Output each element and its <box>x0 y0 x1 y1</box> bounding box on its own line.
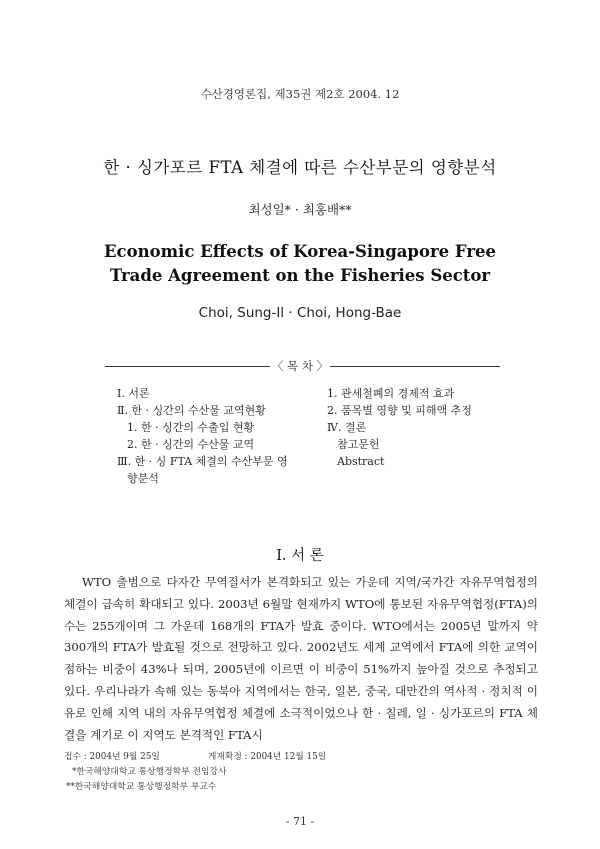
toc-item: 1. 관세철폐의 경제적 효과 <box>327 387 455 400</box>
toc-title: 〈 목 차 〉 <box>271 359 329 373</box>
toc-item: 참고문헌 <box>337 438 380 451</box>
footnotes <box>64 750 544 795</box>
english-title-line-1: Economic Effects of Korea-Singapore Free <box>103 242 497 261</box>
toc-rule-left <box>105 366 279 367</box>
footnote-author-1: *한국해양대학교 통상행정학부 전임강사 <box>72 767 227 777</box>
korean-title: 한 · 싱가포르 FTA 체결에 따른 수산부문의 영향분석 <box>103 158 497 177</box>
toc-item: 2. 품목별 영향 및 피해액 추정 <box>327 404 472 417</box>
toc-item: Ⅲ. 한 · 싱 FTA 체결의 수산부문 영 <box>117 455 288 468</box>
korean-authors: 최성일* · 최홍배** <box>248 202 352 217</box>
accepted-date: 게재확정 : 2004년 12월 15일 <box>207 752 327 762</box>
body-text <box>64 572 538 746</box>
footnote-dates <box>64 750 544 765</box>
toc-rule-right <box>318 366 500 367</box>
toc-item: 향분석 <box>127 472 159 485</box>
toc-item: 1. 한 · 싱간의 수출입 현황 <box>127 421 255 434</box>
page-number: - 71 - <box>285 815 315 828</box>
journal-header: 수산경영론집, 제35권 제2호 2004. 12 <box>200 87 400 101</box>
section-heading: Ⅰ. 서 론 <box>276 548 324 564</box>
toc-item: Abstract <box>337 455 385 468</box>
english-title <box>0 240 600 288</box>
toc-item: Ⅳ. 결론 <box>327 421 367 434</box>
footnote-author-2: **한국해양대학교 통상행정학부 부교수 <box>66 782 217 792</box>
paragraph: WTO 출범으로 다자간 무역질서가 본격화되고 있는 가운데 지역/국가간 자유무역협정의 체결이 급속히 확대되고 있다. 2003년 6월말 현재까지 WTO에 통보된 자유무역협정(FTA)의 수는 255개이며 그 가운데 168개의 FTA가 발효 중이다. WTO에서는 2005년 말까지 약 300개의 FTA가 발효될 것으로 전망하고 있다. 2002년도 세계 교역에서 FTA에 의한 교역이 점하는 비중이 43%나 되며, 2005년에 이르면 이 비중이 51%까지 높아질 것으로 추정되고 있다. 우리나라가 속해 있는 동북아 지역에서는 한국, 일본, 중국, 대만간의 역사적 · 정치적 이유로 인해 지역 내의 자유무역협정 체결에 소극적이었으나 한 · 칠레, 일 · 싱가포르의 FTA 체결을 계기로 이 지역도 본격적인 FTA시 <box>64 575 538 742</box>
toc-item: 2. 한 · 싱간의 수산물 교역 <box>127 438 255 451</box>
toc-item: Ⅱ. 한 · 싱간의 수산물 교역현황 <box>117 404 266 417</box>
toc-item: Ⅰ. 서론 <box>117 387 150 400</box>
english-title-line-2: Trade Agreement on the Fisheries Sector <box>109 266 491 285</box>
toc-left-column <box>117 385 302 487</box>
toc-right-column <box>327 385 517 470</box>
received-date: 접수 : 2004년 9월 25일 <box>64 752 160 762</box>
english-authors: Choi, Sung-Il · Choi, Hong-Bae <box>198 305 402 321</box>
